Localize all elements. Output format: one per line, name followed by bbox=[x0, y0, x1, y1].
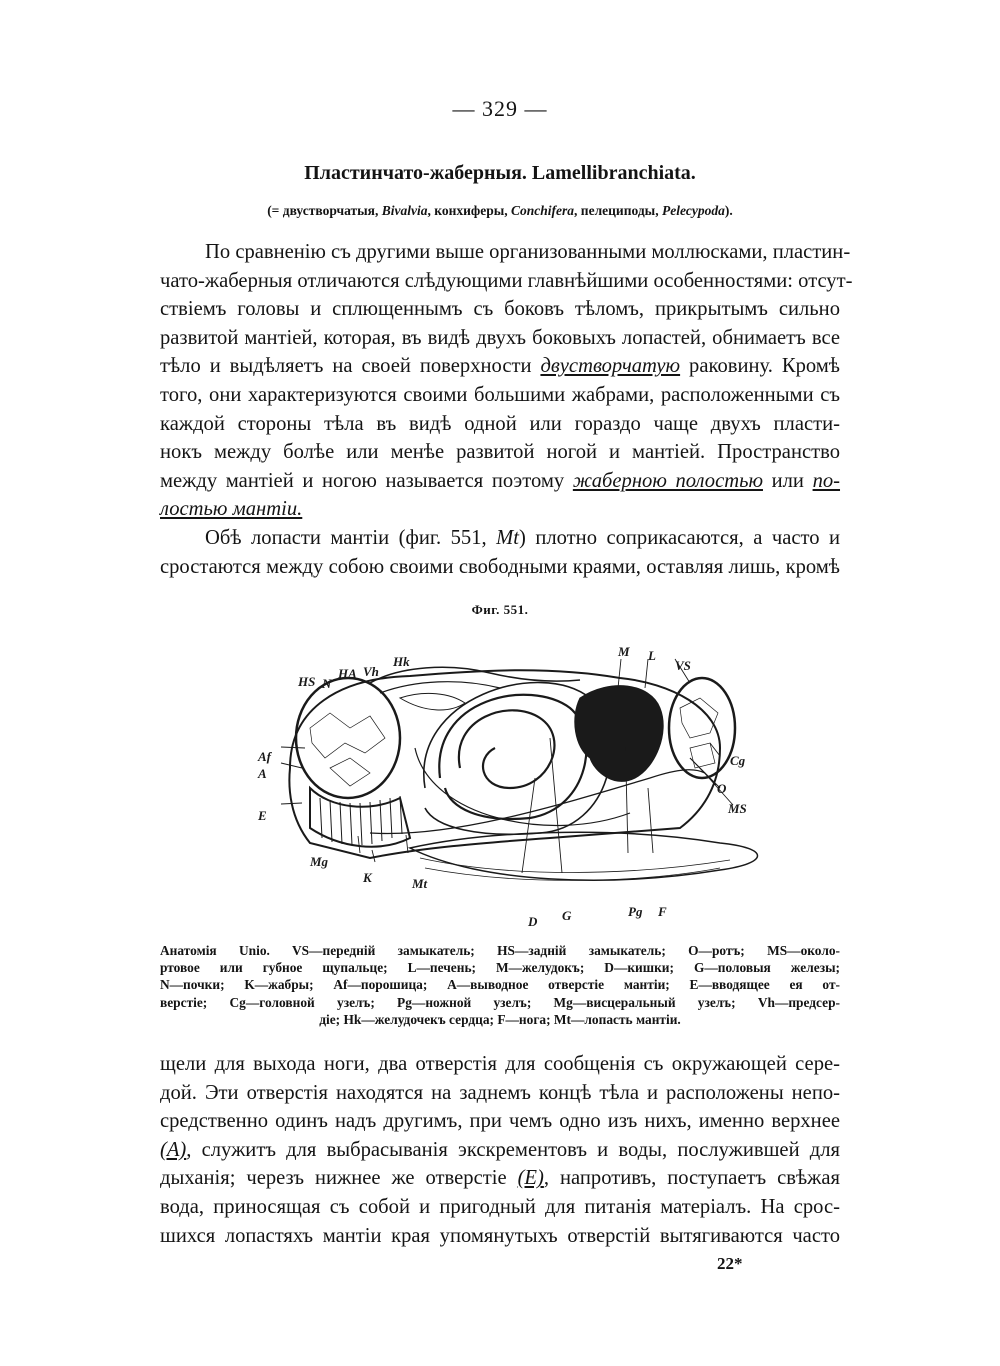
paragraph-line: ствіемъ головы и сплющеннымъ съ боковъ тѣломъ, прикрытымъ сильно bbox=[160, 298, 840, 321]
figure-label-n: N bbox=[322, 676, 332, 691]
figure-label-vs: VS bbox=[675, 658, 691, 673]
figure-label-d: D bbox=[528, 914, 538, 929]
caption-line: ртовое или губное щупальце; L—печень; M—желудокъ; D—кишки; G—половыя железы; bbox=[160, 960, 840, 976]
figure-label-ms: MS bbox=[728, 801, 747, 816]
paragraph-line bbox=[160, 524, 840, 553]
paragraph-line bbox=[160, 467, 840, 496]
figure-label-mg: Mg bbox=[310, 854, 329, 869]
figure-label-g: G bbox=[562, 908, 572, 923]
text-run: раковину. Кромѣ bbox=[689, 355, 840, 378]
paragraph-line bbox=[160, 352, 840, 381]
subtitle-pelecypoda: Pelecypoda bbox=[661, 203, 725, 218]
caption-line: діе; Hk—желудочекъ сердца; F—нога; Mt—лопасть мантіи. bbox=[319, 1011, 681, 1027]
emphasis-bivalve: двустворчатую bbox=[540, 355, 681, 378]
figure-label-l: L bbox=[648, 648, 656, 663]
emphasis-mantle-cavity: лостью мантіи. bbox=[160, 498, 303, 521]
paragraph-1 bbox=[160, 238, 853, 524]
section-subtitle bbox=[0, 203, 1000, 219]
paragraph-line: каждой стороны тѣла въ видѣ одной или гораздо чаще двухъ пласти- bbox=[160, 412, 840, 435]
figure-label-o: O bbox=[717, 781, 727, 796]
text-run: или bbox=[771, 469, 804, 492]
paragraph-line bbox=[160, 495, 840, 524]
unio-anatomy-figure bbox=[250, 638, 770, 933]
emphasis-mt: Mt bbox=[496, 527, 520, 549]
subtitle-conchifera: Conchifera bbox=[511, 203, 575, 218]
paragraph-line: развитой мантіей, которая, въ видѣ двухъ боковыхъ лопастей, обнимаетъ все bbox=[160, 326, 840, 349]
subtitle-post: ). bbox=[724, 203, 733, 218]
emphasis-gill-cavity: жаберною полостью bbox=[572, 469, 763, 492]
paragraph-line bbox=[160, 1136, 840, 1165]
paragraph-line: По сравненію съ другими выше организованными моллюсками, пластин- bbox=[205, 241, 851, 263]
figure-label-vh: Vh bbox=[363, 664, 379, 679]
emphasis-a: (A) bbox=[160, 1138, 187, 1161]
caption-line: верстіе; Cg—головной узелъ; Pg—ножной узелъ; Mg—висцеральный узелъ; Vh—предсер- bbox=[160, 994, 840, 1010]
text-run: тѣло и выдѣляетъ на своей поверхности bbox=[160, 355, 532, 378]
paragraph-line: чато-жаберныя отличаются слѣдующими главнѣйшими особенностями: отсут- bbox=[160, 269, 853, 292]
figure-label: Фиг. 551. bbox=[471, 602, 529, 617]
text-run: ) плотно соприкасаются, а часто и bbox=[519, 527, 840, 549]
figure-label-cg: Cg bbox=[730, 753, 746, 768]
subtitle-pre: (= двустворчатыя, bbox=[267, 203, 382, 218]
figure-label-af: Af bbox=[258, 749, 271, 764]
figure-label-e: E bbox=[258, 808, 267, 823]
text-run: между мантіей и ногою называется поэтому bbox=[160, 469, 565, 492]
paragraph-line: средственно одинъ надъ другимъ, при чемъ одно изъ нихъ, именно верхнее bbox=[160, 1110, 840, 1133]
caption-line: N—почки; K—жабры; Af—порошица; A—выводное отверстіе мантіи; E—вводящее ея от- bbox=[160, 977, 840, 993]
page-number: — 329 — bbox=[452, 96, 548, 121]
paragraph-line: вода, приносящая съ собой и пригодный для питанія матеріалъ. На срос- bbox=[160, 1195, 840, 1218]
paragraph-line: щели для выхода ноги, два отверстія для сообщенія съ окружающей сере- bbox=[160, 1053, 840, 1075]
figure-label-ha: HA bbox=[338, 666, 357, 681]
figure-caption bbox=[160, 942, 840, 1028]
figure-label-hs: HS bbox=[298, 674, 316, 689]
figure-label-mt: Mt bbox=[412, 876, 428, 891]
paragraph-line: сростаются между собою своими свободными краями, оставляя лишь, кромѣ bbox=[160, 555, 840, 578]
text-run: Обѣ лопасти мантіи (фиг. 551, bbox=[205, 527, 487, 549]
caption-line: Анатомія Unio. VS—передній замыкатель; HS—задній замыкатель; O—ротъ; MS—около- bbox=[160, 943, 840, 958]
emphasis-e: (E) bbox=[517, 1167, 544, 1190]
paragraph-line bbox=[160, 1164, 840, 1193]
text-run: дыханія; черезъ нижнее же отверстіе bbox=[160, 1167, 507, 1190]
figure-label-pg: Pg bbox=[628, 904, 643, 919]
figure-label-f: F bbox=[658, 904, 667, 919]
figure-label-k: K bbox=[363, 870, 372, 885]
paragraph-line: того, они характеризуются своими большими жабрами, расположенными съ bbox=[160, 383, 840, 406]
text-run: , служитъ для выбрасыванія экскрементовъ и воды, послужившей для bbox=[186, 1138, 840, 1161]
text-run: , напротивъ, поступаетъ свѣжая bbox=[543, 1167, 840, 1190]
subtitle-mid2: , пелециподы, bbox=[574, 203, 662, 218]
paragraph-2 bbox=[160, 524, 840, 581]
section-title: Пластинчато-жаберныя. Lamellibranchiata. bbox=[304, 162, 696, 184]
emphasis-po: по- bbox=[812, 469, 841, 492]
paragraph-line: шихся лопастяхъ мантіи края упомянутыхъ отверстій вытягиваются часто bbox=[160, 1224, 840, 1247]
paragraph-line: нокъ между болѣе или менѣе развитой ногой и мантіей. Пространство bbox=[160, 441, 840, 464]
figure-label-a: A bbox=[258, 766, 267, 781]
figure-label-m: M bbox=[618, 644, 630, 659]
paragraph-3 bbox=[160, 1050, 840, 1250]
signature-mark: 22* bbox=[717, 1254, 743, 1273]
subtitle-mid1: , конхиферы, bbox=[427, 203, 512, 218]
paragraph-line: дой. Эти отверстія находятся на заднемъ концѣ тѣла и расположены непо- bbox=[160, 1081, 840, 1104]
subtitle-bivalvia: Bivalvia bbox=[381, 203, 428, 218]
figure-label-hk: Hk bbox=[393, 654, 410, 669]
